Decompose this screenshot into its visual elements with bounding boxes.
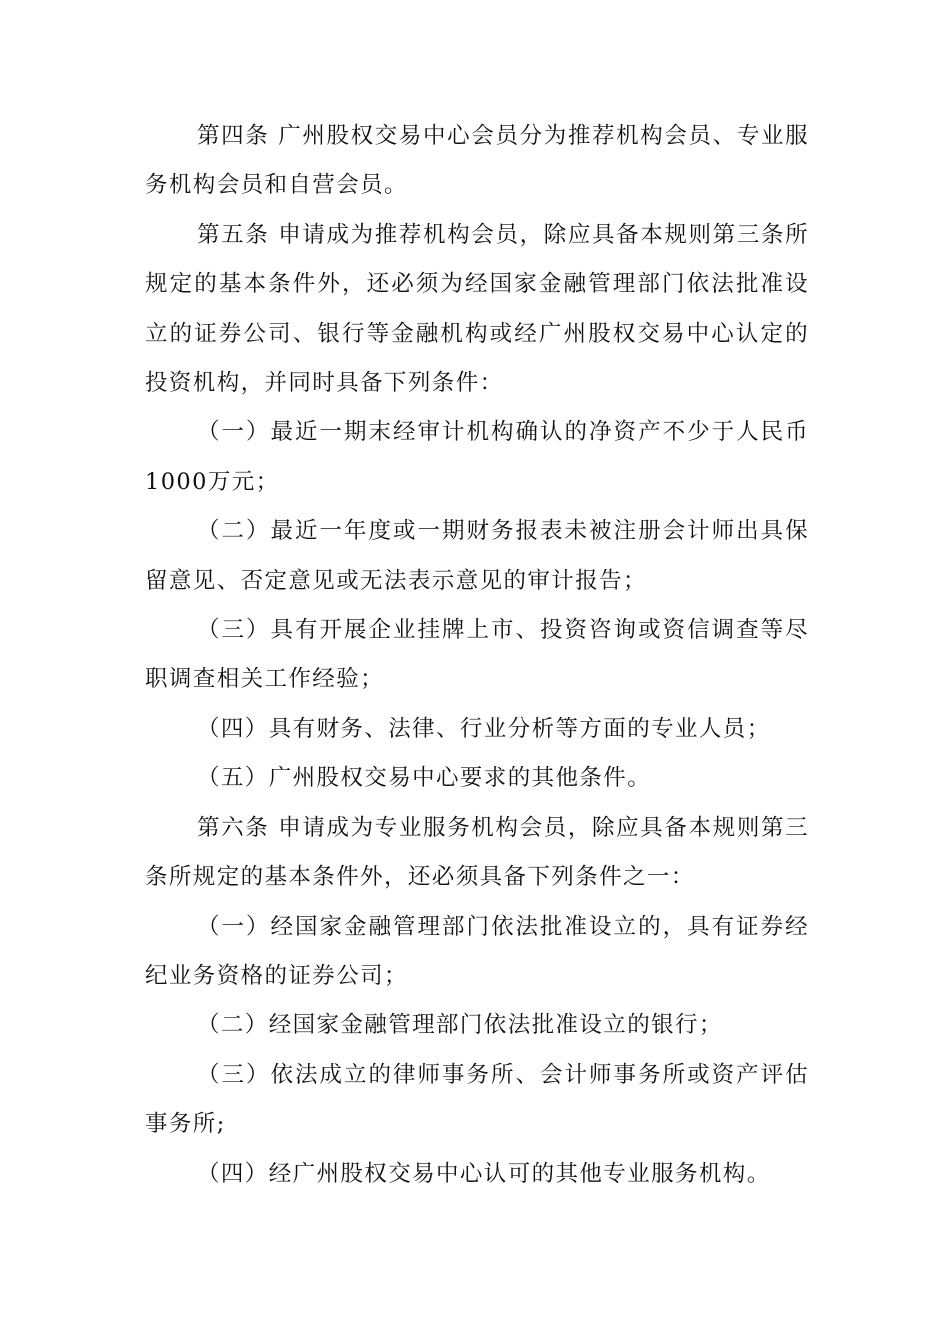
article-6-paragraph: 第六条 申请成为专业服务机构会员，除应具备本规则第三条所规定的基本条件外，还必须具备下列条件之一： bbox=[145, 814, 809, 891]
article-6-item-2: （二）经国家金融管理部门依法批准设立的银行； bbox=[197, 1012, 723, 1039]
article-5-item-4: （四）具有财务、法律、行业分析等方面的专业人员； bbox=[197, 715, 771, 742]
article-5-item-3: （三）具有开展企业挂牌上市、投资咨询或资信调查等尽职调查相关工作经验； bbox=[145, 617, 809, 693]
article-6-item-4: （四）经广州股权交易中心认可的其他专业服务机构。 bbox=[197, 1160, 771, 1187]
article-6-item-3: （三）依法成立的律师事务所、会计师事务所或资产评估事务所; bbox=[145, 1061, 809, 1138]
article-6-item-1: （一）经国家金融管理部门依法批准设立的，具有证券经纪业务资格的证券公司； bbox=[145, 913, 809, 989]
article-5-item-5: （五）广州股权交易中心要求的其他条件。 bbox=[197, 765, 652, 792]
article-4-paragraph: 第四条 广州股权交易中心会员分为推荐机构会员、专业服务机构会员和自营会员。 bbox=[145, 123, 809, 199]
article-5-paragraph: 第五条 申请成为推荐机构会员，除应具备本规则第三条所规定的基本条件外，还必须为经国家金融管理部门依法批准设立的证券公司、银行等金融机构或经广州股权交易中心认定的投资机构，并同时具备下列条件： bbox=[145, 221, 809, 397]
article-5-item-2: （二）最近一年度或一期财务报表未被注册会计师出具保留意见、否定意见或无法表示意见的审计报告； bbox=[145, 518, 809, 594]
article-5-item-1: （一）最近一期末经审计机构确认的净资产不少于人民币1000万元； bbox=[145, 419, 809, 495]
document-body bbox=[145, 112, 809, 1199]
